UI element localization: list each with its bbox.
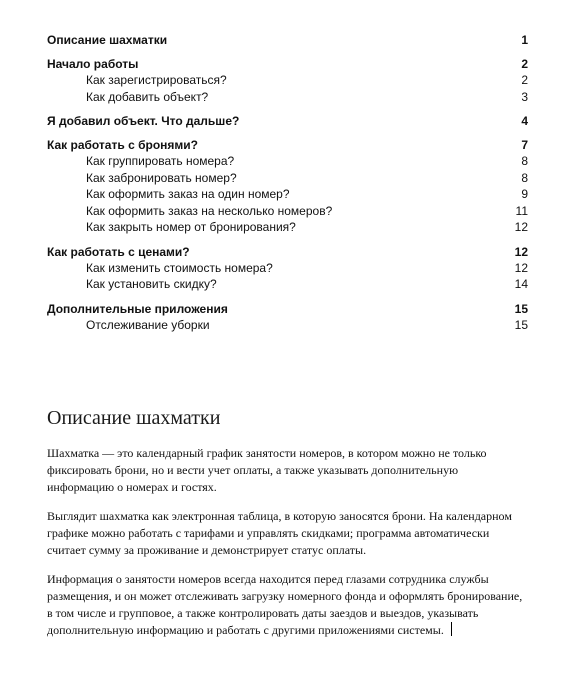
toc-entry[interactable] xyxy=(47,56,528,72)
toc-subentry[interactable] xyxy=(47,170,528,187)
toc-subentry-title: Отслеживание уборки xyxy=(86,317,210,332)
toc-entry-page: 4 xyxy=(521,114,528,128)
toc-subentry-title: Как зарегистрироваться? xyxy=(86,73,227,87)
toc-section xyxy=(47,137,528,236)
toc-entry[interactable] xyxy=(47,137,528,153)
toc-subentry-title: Как группировать номера? xyxy=(86,154,235,168)
toc-entry-page: 12 xyxy=(514,244,528,259)
toc-section xyxy=(47,56,528,105)
toc-entry-page: 1 xyxy=(521,33,528,47)
toc-subentry-page: 8 xyxy=(521,170,528,185)
toc-subentry[interactable] xyxy=(47,317,528,334)
article-title: Описание шахматки xyxy=(47,407,221,429)
toc-entry-title: Я добавил объект. Что дальше? xyxy=(47,114,240,128)
toc-subentry-page: 12 xyxy=(514,260,528,275)
toc-subentry[interactable] xyxy=(47,153,528,170)
text-cursor xyxy=(451,622,452,636)
toc-entry-page: 7 xyxy=(521,138,528,152)
toc-subentry-title: Как добавить объект? xyxy=(86,89,209,104)
article xyxy=(47,406,528,651)
toc-section xyxy=(47,301,528,334)
toc-subentry-page: 15 xyxy=(514,317,528,332)
toc-subentry[interactable] xyxy=(47,219,528,236)
toc-entry-title: Начало работы xyxy=(47,57,139,71)
toc-entry[interactable] xyxy=(47,113,528,129)
toc-entry[interactable] xyxy=(47,244,528,260)
article-paragraph xyxy=(47,571,528,639)
toc-subentry[interactable] xyxy=(47,89,528,106)
toc-subentry[interactable] xyxy=(47,203,528,220)
toc-section xyxy=(47,32,528,48)
toc-subentry-page: 3 xyxy=(521,89,528,104)
toc-entry-title: Как работать с ценами? xyxy=(47,244,190,259)
toc-subentry-title: Как оформить заказ на один номер? xyxy=(86,187,290,201)
article-paragraph: Шахматка — это календарный график занятости номеров, в котором можно не только фиксировать брони, но и вести учет оплаты, а также указывать дополнительную информацию о номерах и гостях. xyxy=(47,446,487,494)
toc-subentry-title: Как закрыть номер от бронирования? xyxy=(86,220,296,234)
toc-subentry[interactable] xyxy=(47,276,528,293)
article-paragraph-text: Информация о занятости номеров всегда находится перед глазами сотрудника службы размещения, и он может отслеживать загрузку номерного фонда и оформлять бронирование, в том числе и групповое, а также контролировать даты заездов и выездов, указывать дополнительную информацию и работать с другими приложениями системы. xyxy=(47,572,523,637)
toc-entry[interactable] xyxy=(47,32,528,48)
article-paragraph: Выглядит шахматка как электронная таблица, в которую заносятся брони. На календарном графике можно работать с тарифами и управлять скидками; программа автоматически считает сумму за проживание и демонстрирует статус оплаты. xyxy=(47,509,512,557)
toc-entry-page: 15 xyxy=(514,301,528,316)
toc-section xyxy=(47,244,528,293)
toc-subentry-page: 8 xyxy=(521,154,528,168)
toc-subentry-page: 9 xyxy=(521,187,528,201)
toc-entry-page: 2 xyxy=(521,57,528,71)
toc-subentry-page: 11 xyxy=(515,203,528,218)
toc-subentry-title: Как оформить заказ на несколько номеров? xyxy=(86,203,333,218)
toc-section xyxy=(47,113,528,129)
toc-subentry-page: 14 xyxy=(514,277,528,291)
toc-entry-title: Как работать с бронями? xyxy=(47,138,198,152)
toc-entry[interactable] xyxy=(47,301,528,317)
table-of-contents xyxy=(47,32,528,333)
toc-subentry[interactable] xyxy=(47,260,528,277)
toc-subentry[interactable] xyxy=(47,186,528,203)
toc-subentry-page: 2 xyxy=(521,73,528,87)
toc-subentry-title: Как изменить стоимость номера? xyxy=(86,260,273,275)
toc-entry-title: Описание шахматки xyxy=(47,33,168,47)
toc-subentry-page: 12 xyxy=(514,220,528,234)
toc-subentry[interactable] xyxy=(47,72,528,89)
toc-subentry-title: Как установить скидку? xyxy=(86,277,217,291)
toc-subentry-title: Как забронировать номер? xyxy=(86,170,237,185)
toc-entry-title: Дополнительные приложения xyxy=(47,301,228,316)
